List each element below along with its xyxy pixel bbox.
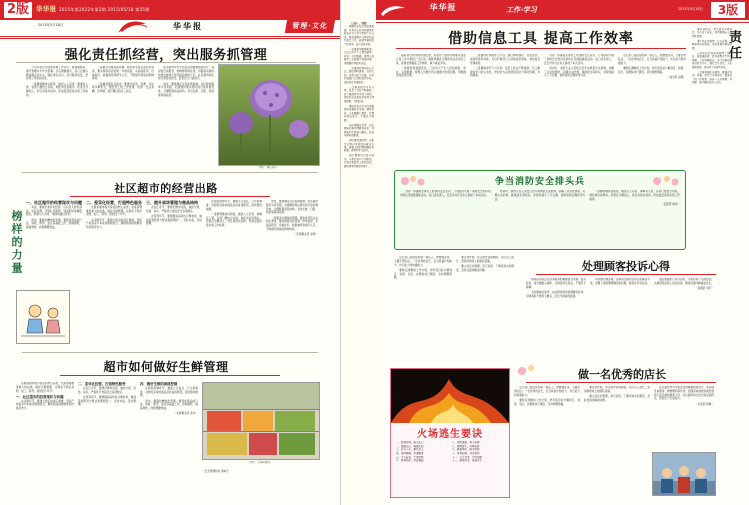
paragraph: 在陈列环节，要根据商品特性合理布局，做到量感陈列与整洁美观相统一，及时补货、及时整理。: [146, 214, 202, 226]
article-column: [266, 200, 318, 350]
paragraph: 在采购环节，要建立稳定的供应渠道，坚持产地直采与本地采购相结合，确保商品的新鲜度和价格竞争力。: [16, 399, 74, 411]
byline: （连锁事业部 李明）: [293, 233, 318, 236]
paragraph: 在采购环节，要建立稳定的供应渠道，坚持产地直采与本地采购相结合，确保商品的新鲜度和价格竞争力。: [86, 218, 142, 230]
paragraph: 二是要用好协同办公平台。通过即时通讯、在线文档、流程审批等功能，可以打破部门之间的信息壁垒，加快信息传递速度。: [344, 66, 374, 84]
paragraph: 培训中，消防专业人员结合近年来典型火灾案例，讲解了火灾的预防、初期火灾扑救、疏散逃生等知识，并现场演示了灭火器、消防栓的正确使用方法。: [494, 190, 586, 201]
paragraph: 店长是门店经营的第一责任人，既要懂业务，又要会带队伍。一名优秀的店长，应当具备计划能力、执行能力和沟通能力。: [394, 256, 452, 267]
article-column: [158, 66, 214, 166]
fire-escape-title: 火场逃生要诀: [417, 429, 483, 440]
swoosh-icon: [380, 3, 406, 17]
paragraph: 在陈列环节，要根据商品特性合理布局，做到量感陈列与整洁美观相统一，及时补货、及时整理。: [78, 395, 136, 407]
right-headline-3: 做一名优秀的店长: [578, 368, 666, 381]
right-section-tag: 工作·学习: [495, 3, 549, 17]
headline-rule: [16, 62, 316, 63]
article-column: [470, 54, 540, 164]
flower-photo: [218, 64, 320, 166]
photo-note: （安全管理知识 第8页）: [202, 470, 231, 473]
photo-caption: （图片：生鲜区陈列）: [248, 461, 272, 464]
paragraph: 三是要加强队伍建设。要通过培训、竞赛、评比等多种形式，激发员工的工作热情，培养一支业务精、作风硬、能打硬仗的员工队伍。: [92, 82, 154, 93]
article-column: [78, 382, 136, 500]
paragraph: 一是要明确岗位职责，做到人人有责、事事有人管。各部门要结合实际，细化岗位说明书，把责任分解到人，把任务落实到岗，形成层层抓落实的工作格局。: [26, 82, 88, 97]
paragraph: 要以身作则，带头遵守各项制度，关心员工成长，营造积极向上的团队氛围。: [456, 256, 514, 263]
right-page-date: 2015年5月18日: [677, 7, 703, 11]
header-rule: [376, 22, 749, 23]
sub-heading: 一、社区超市的经营现状与问题: [16, 394, 64, 399]
left-page-number: 2版: [4, 2, 32, 18]
paragraph: 生鲜是超市吸引客流的核心品类，也是管理难度最大的品类。做好生鲜管理，关键在于抓好采购、加工、陈列、损耗四个环节。: [16, 382, 74, 393]
paragraph: 店长是门店经营的第一责任人，既要懂业务，又要会带队伍。一名优秀的店长，应当具备计划能力、执行能力和沟通能力。: [514, 386, 580, 397]
article-column: [618, 54, 686, 164]
sub-heading: 二、差异化经营，打造特色服务: [86, 200, 142, 205]
paragraph: 一是要善用数据报表。门店每天产生大量的销售、库存、毛利数据，管理人员要学会从数据中发现问题，用数据指导经营决策。: [396, 66, 466, 78]
article-column: [16, 382, 74, 500]
logo-text: 华华报: [36, 5, 57, 13]
list-item: 五、不入险地，不贪财物: [396, 455, 424, 459]
paragraph: 随着信息技术的快速发展，各类办公软件和管理系统在日常工作中得到广泛应用。熟练掌握并合理使用这些信息工具，能够显著提高工作效率，减少重复劳动。: [396, 54, 466, 65]
sub-heading: 四、做好生鲜的损耗控制: [140, 382, 178, 386]
left-headline-main: 强化责任抓经营，突出服务抓管理: [64, 48, 268, 63]
left-page-date: 2015年5月18日: [38, 23, 64, 27]
continuation-note: （上接一、四版）: [349, 22, 369, 25]
flower-decoration-icon: [647, 173, 683, 189]
section-rule: [22, 172, 318, 173]
paragraph: 为进一步提高全体员工的消防安全意识，公司组织开展了消防安全知识培训和应急疏散演练活动。各门店负责人、安全员共计百余人参加了本次活动。: [400, 190, 491, 197]
article-column: [526, 278, 586, 364]
article-column: [584, 386, 650, 456]
left-masthead: [148, 21, 228, 32]
fire-escape-list: [396, 441, 504, 493]
list-item: 十、缓晃轻抛，寻求援助: [452, 451, 480, 455]
left-page-logo: [36, 4, 150, 13]
paragraph: 要主动走动管理，每天巡场，了解卖场实际情况，及时发现并解决问题。: [692, 39, 732, 50]
paragraph: 要主动走动管理，每天巡场，了解卖场实际情况，及时发现并解决问题。: [456, 265, 514, 272]
right-masthead: [408, 2, 478, 13]
paragraph: 二是要突出服务抓管理。服务是零售企业的生命线，要从顾客进店的第一印象抓起，从商品陈列、价格标识、收银效率等细节入手，不断提升顾客的购物体验。: [92, 66, 154, 81]
paragraph: 一是要明确岗位职责，做到人人有责、事事有人管。各部门要结合实际，细化岗位说明书，把责任分解到人，把任务落实到岗，形成层层抓落实的工作格局。: [589, 190, 681, 201]
paragraph: 顾客投诉是企业改进服务的重要信息来源。面对投诉，首先要耐心倾听，让顾客把话说完，不要急于辩解。: [344, 104, 374, 122]
list-item: 二、通道出口，畅通无阻: [396, 444, 424, 448]
right-headline-main: 借助信息工具 提高工作效率: [448, 31, 634, 47]
list-item: 十一、火已及身，切勿惊跑: [452, 455, 483, 459]
byline: （运营部 陈静）: [695, 402, 714, 406]
list-item: 九、避难场所，固守待援: [452, 448, 480, 452]
right-page-number: 3版: [711, 2, 745, 18]
list-item: 十二、跳楼有术，虽损求生: [452, 459, 483, 463]
side-column: [692, 28, 732, 258]
left-headline-3: 超市如何做好生鲜管理: [103, 360, 229, 374]
produce-photo: [202, 382, 320, 460]
paragraph: 最后要做好记录与回访，分析投诉产生的原因，从制度和流程上加以改进，避免同类问题重复发生。: [654, 278, 714, 285]
list-item: 一、熟悉环境，暗记出口: [396, 441, 424, 444]
fire-escape-box: [390, 368, 510, 498]
sub-heading: 一、社区超市的经营现状与问题: [26, 200, 82, 205]
paragraph: 在加工环节，要规范操作流程，做好分级、包装、标识，严格执行食品安全各项规定。: [146, 205, 202, 213]
fire-photo: [391, 369, 509, 423]
list-item: 八、缓降逃生，滑绳自救: [452, 444, 480, 448]
byline: （客服部 刘芳）: [695, 287, 714, 290]
flower-decoration-icon: [514, 362, 544, 378]
left-vertical-title: 榜样的力量: [10, 210, 23, 275]
paragraph: 其次，要做好差异化经营。可以引入特色商品、自有品牌，开展社区团购、到家配送等增值服务，形成与大卖场、电商的错位竞争。: [26, 205, 82, 217]
byline: （生鲜事业部 张华）: [173, 412, 198, 416]
paragraph: 要制定清晰的工作计划，把年度目标分解到月、到周、到日，并跟踪执行情况，及时调整策略。: [514, 398, 580, 406]
masthead-text: 华华报: [173, 22, 203, 31]
left-page: [0, 0, 340, 505]
paragraph: 一是要明确岗位职责，做到人人有责、事事有人管。各部门要结合实际，细化岗位说明书，把责任分解到人，把任务落实到岗，形成层层抓落实的工作格局。: [206, 212, 262, 227]
left-section-tag: 管理·文化: [285, 19, 335, 33]
headline-rule: [396, 48, 686, 49]
article-column: [544, 54, 614, 164]
right-page: [376, 0, 749, 505]
paragraph: 为进一步提高全体员工的消防安全意识，公司组织开展了消防安全知识培训和应急疏散演练活动。各门店负责人、安全员共计百余人参加了本次活动。: [544, 54, 614, 65]
paragraph: 三是要重视学习与分享。信息工具在不断更新，员工要保持学习的主动性，把好的方法和经验及时分享给同事，共同提高。: [470, 66, 540, 78]
article-column: [495, 190, 586, 244]
article-column: [590, 278, 650, 364]
headline3-rule: [526, 382, 716, 383]
fire-safety-box: [394, 170, 686, 250]
right-vertical-title: 责任: [726, 30, 741, 62]
article-column: [206, 200, 262, 350]
paragraph: 要以身作则，带头遵守各项制度，关心员工成长，营造积极向上的团队氛围。: [584, 386, 650, 393]
article-column: [589, 190, 680, 244]
article-column: [400, 190, 491, 244]
photo-caption: （图片：紫色花卉）: [257, 166, 279, 169]
list-item: 四、保持镇静，迅速撤离: [396, 451, 424, 455]
paragraph: 社区超市作为零售业态的重要组成部分，具有贴近消费者、购物便利等优势。但随着电商的快速发展和大型卖场的渠道下沉，社区超市的生存空间受到挤压，经营压力日益加大。: [654, 386, 714, 401]
paragraph: 首先，要准确定位目标顾客群。社区超市服务半径有限，必须围绕周边居民的日常消费需求，合理配置商品结构，突出生鲜、日配、快消等高频品类。: [158, 82, 214, 97]
article-column: [26, 66, 88, 166]
list-item: 七、善用通道，莫入电梯: [452, 441, 480, 444]
paragraph: 要以身作则，带头遵守各项制度，关心员工成长，营造积极向上的团队氛围。: [692, 28, 732, 38]
article-column: [654, 386, 714, 456]
article-column: [92, 66, 154, 166]
paragraph: 培训中，消防专业人员结合近年来典型火灾案例，讲解了火灾的预防、初期火灾扑救、疏散逃生等知识，并现场演示了灭火器、消防栓的正确使用方法。: [544, 66, 614, 78]
paragraph: 三是要重视学习与分享。信息工具在不断更新，员工要保持学习的主动性，把好的方法和经验及时分享给同事，共同提高。: [344, 85, 374, 103]
header-rule: [0, 36, 340, 37]
section-rule: [22, 352, 318, 353]
headline3-rule: [60, 375, 280, 376]
paragraph: 再次要迅速处理，在职责范围内及时给出解决方案，需要上报的要明确答复时限，做到件件有回音。: [590, 278, 650, 285]
paragraph: 再次，要强化精细化管理。要抓好商品的订货、验收、陈列、盘点等基础工作，控制损耗，提高周转，向管理要效益。: [140, 399, 198, 411]
gutter-column: [340, 0, 378, 505]
left-headline-2: 社区超市的经营出路: [114, 182, 218, 195]
list-item: 三、扑灭小火，惠及他人: [396, 448, 424, 452]
issue-line: 2015年第2022年第2期 2015/05/18 第55期: [58, 7, 150, 12]
paragraph: 在损耗控制环节，要建立日盘点、日分析制度，对损耗异常的商品及时查找原因，落实整改措施。: [140, 386, 198, 398]
flower-decoration-icon: [397, 173, 433, 189]
paragraph: 一是要善用数据报表。门店每天产生大量的销售、库存、毛利数据，管理人员要学会从数据中发现问题，用数据指导经营决策。: [344, 47, 374, 65]
sub-heading: 二、差异化经营，打造特色服务: [78, 382, 126, 386]
team-photo: [652, 452, 716, 496]
paragraph: 社区超市作为零售业态的重要组成部分，具有贴近消费者、购物便利等优势。但随着电商的快速发展和大型卖场的渠道下沉，社区超市的生存空间受到挤压，经营压力日益加大。: [158, 66, 214, 81]
article-column: [456, 256, 514, 364]
paragraph: 要制定清晰的工作计划，把年度目标分解到月、到周、到日，并跟踪执行情况，及时调整策略。: [618, 66, 686, 74]
paragraph: 公司年初召开经营管理工作会议，就加强服务、提升管理水平作出部署。会议明确提出，各门店要以顾客满意为中心，强化责任意识，突出服务质量，把各项工作落到实处。: [26, 66, 88, 81]
right-headline-2: 处理顾客投诉心得: [582, 260, 670, 273]
masthead-text: 华华报: [429, 3, 457, 12]
byline: （信息部 赵强）: [667, 75, 686, 79]
article-column: [396, 54, 466, 164]
paragraph: 其次要换位思考，站在顾客的角度理解其诉求，对顾客的不便表示歉意，拉近与顾客的距离。: [344, 123, 374, 138]
paragraph: 首先，要准确定位目标顾客群。社区超市服务半径有限，必须围绕周边居民的日常消费需求，合理配置商品结构，突出生鲜、日配、快消等高频品类。: [266, 200, 318, 215]
headline2-rule: [70, 196, 270, 197]
sub-heading: 三、提升卖场管理与商品结构: [146, 200, 198, 205]
paragraph: 顾客投诉是企业改进服务的重要信息来源。面对投诉，首先要耐心倾听，让顾客把话说完，不要急于辩解。: [526, 278, 586, 289]
paragraph: 其次要换位思考，站在顾客的角度理解其诉求，对顾客的不便表示歉意，拉近与顾客的距离。: [526, 290, 586, 298]
paragraph: 再次要迅速处理，在职责范围内及时给出解决方案，需要上报的要明确答复时限，做到件件有回音。: [344, 139, 374, 153]
fire-safety-banner-title: 争当消防安全排头兵: [494, 177, 585, 187]
paragraph: 在加工环节，要规范操作流程，做好分级、包装、标识，严格执行食品安全各项规定。: [78, 386, 136, 394]
paragraph: 二是要用好协同办公平台。通过即时通讯、在线文档、流程审批等功能，可以打破部门之间的信息壁垒，加快信息传递速度。: [470, 54, 540, 65]
paragraph: 二是要突出服务抓管理。服务是零售企业的生命线，要从顾客进店的第一印象抓起，从商品陈列、价格标识、收银效率等细节入手，不断提升顾客的购物体验。: [266, 216, 318, 231]
paragraph: 公司年初召开经营管理工作会议，就加强服务、提升管理水平作出部署。会议明确提出，各门店要以顾客满意为中心，强化责任意识，突出服务质量，把各项工作落到实处。: [692, 51, 732, 69]
list-item: 六、简易防护，蒙鼻匍匐: [396, 459, 424, 463]
article-column: [146, 200, 202, 350]
paragraph: 生鲜是超市吸引客流的核心品类，也是管理难度最大的品类。做好生鲜管理，关键在于抓好采购、加工、陈列、损耗四个环节。: [86, 205, 142, 217]
paragraph: 要制定清晰的工作计划，把年度目标分解到月、到周、到日，并跟踪执行情况，及时调整策略。: [394, 268, 452, 280]
paragraph: 要主动走动管理，每天巡场，了解卖场实际情况，及时发现并解决问题。: [584, 395, 650, 402]
byline: （安保部 周伟）: [661, 202, 681, 206]
paragraph: 随着信息技术的快速发展，各类办公软件和管理系统在日常工作中得到广泛应用。熟练掌握并合理使用这些信息工具，能够显著提高工作效率，减少重复劳动。: [344, 25, 374, 46]
swoosh-icon: [118, 18, 148, 34]
paragraph: 最后要做好记录与回访，分析投诉产生的原因，从制度和流程上加以改进，避免同类问题重复发生。: [344, 154, 374, 168]
article-column: [654, 278, 714, 364]
article-column: [514, 386, 580, 456]
headline2-rule: [536, 274, 716, 275]
article-column: [86, 200, 142, 350]
article-column: [140, 382, 198, 500]
cartoon-illustration: [16, 290, 70, 344]
paragraph: 在损耗控制环节，要建立日盘点、日分析制度，对损耗异常的商品及时查找原因，落实整改措施。: [206, 200, 262, 211]
paragraph: 三是要加强队伍建设。要通过培训、竞赛、评比等多种形式，激发员工的工作热情，培养一支业务精、作风硬、能打硬仗的员工队伍。: [692, 70, 732, 85]
paragraph: 店长是门店经营的第一责任人，既要懂业务，又要会带队伍。一名优秀的店长，应当具备计划能力、执行能力和沟通能力。: [618, 54, 686, 65]
article-column: [394, 256, 452, 364]
paragraph: 再次，要强化精细化管理。要抓好商品的订货、验收、陈列、盘点等基础工作，控制损耗，提高周转，向管理要效益。: [26, 218, 82, 230]
